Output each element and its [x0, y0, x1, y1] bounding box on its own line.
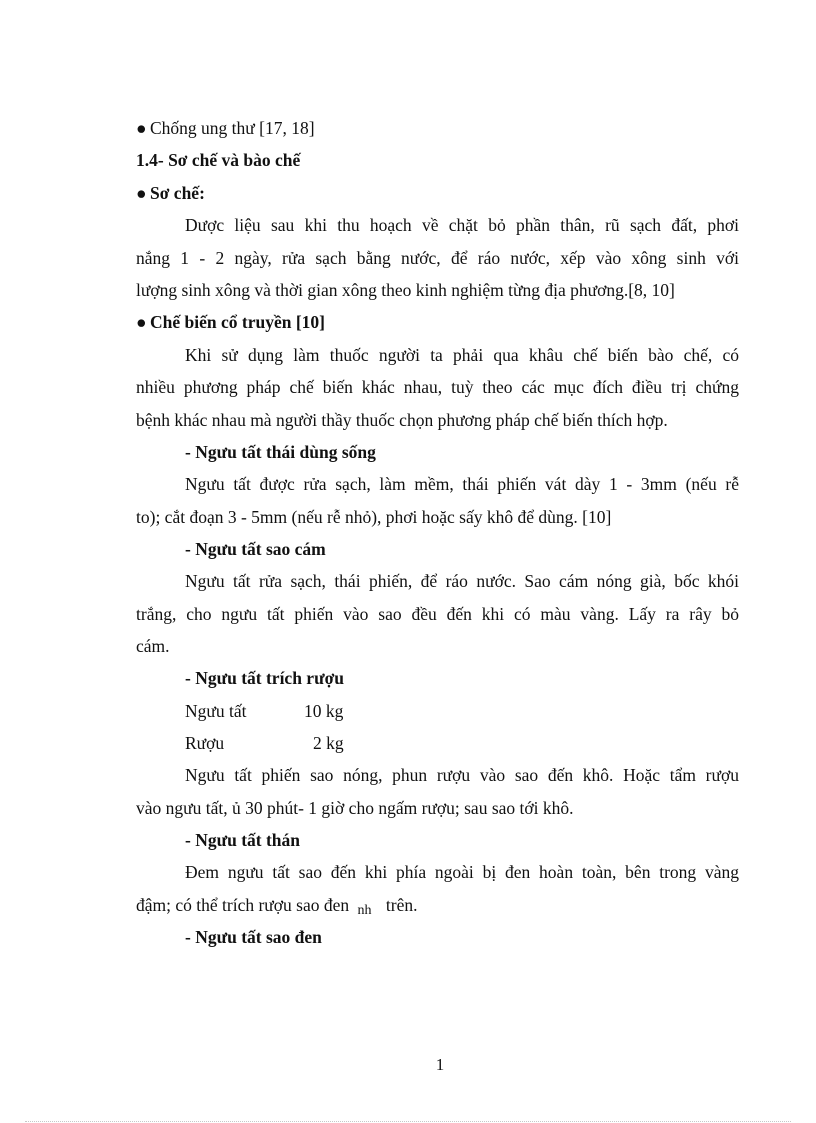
paragraph-line: trắng, cho ngưu tất phiến vào sao đều đến khi có màu vàng. Lấy ra rây bỏ: [136, 604, 739, 624]
page-number: 1: [435, 1055, 445, 1074]
method-heading: - Ngưu tất sao cám: [185, 539, 326, 559]
fragment-text: trên.: [385, 895, 418, 915]
fragment-text: nh: [357, 903, 372, 918]
bullet-icon: ●: [136, 118, 147, 138]
subheading-text: Sơ chế:: [150, 183, 205, 203]
bullet-text: Chống ung thư [17, 18]: [150, 118, 315, 138]
bullet-item-anticancer: [136, 118, 315, 138]
page-bottom-divider: [25, 1121, 791, 1122]
paragraph-line: Ngưu tất rửa sạch, thái phiến, để ráo nước. Sao cám nóng già, bốc khói: [185, 571, 739, 591]
paragraph-line: nắng 1 - 2 ngày, rửa sạch bằng nước, để ráo nước, xếp vào xông sinh với: [136, 248, 739, 268]
subheading-so-che: [136, 183, 205, 203]
ingredient-amount: 10 kg: [304, 701, 344, 721]
paragraph-line: vào ngưu tất, ủ 30 phút- 1 giờ cho ngấm rượu; sau sao tới khô.: [136, 798, 574, 818]
paragraph-line: nhiều phương pháp chế biến khác nhau, tuỳ theo các mục đích điều trị chứng: [136, 377, 739, 397]
fragment-text: đậm; có thể trích rượu sao đen: [136, 895, 350, 915]
paragraph-line: to); cắt đoạn 3 - 5mm (nếu rễ nhỏ), phơi hoặc sấy khô để dùng. [10]: [136, 507, 612, 527]
paragraph-line: Ngưu tất phiến sao nóng, phun rượu vào sao đến khô. Hoặc tẩm rượu: [185, 765, 739, 785]
subheading-text: Chế biến cổ truyền [10]: [150, 312, 325, 332]
paragraph-line: Dược liệu sau khi thu hoạch về chặt bỏ phần thân, rũ sạch đất, phơi: [185, 215, 739, 235]
paragraph-line: Ngưu tất được rửa sạch, làm mềm, thái phiến vát dày 1 - 3mm (nếu rễ: [185, 474, 739, 494]
paragraph-line-fragmented: [136, 895, 417, 918]
paragraph-line: Khi sử dụng làm thuốc người ta phải qua khâu chế biến bào chế, có: [185, 345, 739, 365]
ingredient-amount: 2 kg: [313, 733, 344, 753]
paragraph-line: bệnh khác nhau mà người thầy thuốc chọn phương pháp chế biến thích hợp.: [136, 410, 668, 430]
ingredient-name: Ngưu tất: [185, 701, 247, 721]
section-heading: 1.4- Sơ chế và bào chế: [136, 150, 301, 170]
ingredient-name: Rượu: [185, 733, 225, 753]
paragraph-line: cám.: [136, 636, 170, 656]
method-heading: - Ngưu tất thái dùng sống: [185, 442, 376, 462]
method-heading: - Ngưu tất sao đen: [185, 927, 322, 947]
method-heading: - Ngưu tất trích rượu: [185, 668, 345, 688]
subheading-che-bien: [136, 312, 325, 332]
method-heading: - Ngưu tất thán: [185, 830, 301, 850]
paragraph-line: lượng sinh xông và thời gian xông theo kinh nghiệm từng địa phương.[8, 10]: [136, 280, 675, 300]
paragraph-line: Đem ngưu tất sao đến khi phía ngoài bị đen hoàn toàn, bên trong vàng: [185, 862, 739, 882]
bullet-icon: ●: [136, 183, 147, 203]
bullet-icon: ●: [136, 312, 147, 332]
